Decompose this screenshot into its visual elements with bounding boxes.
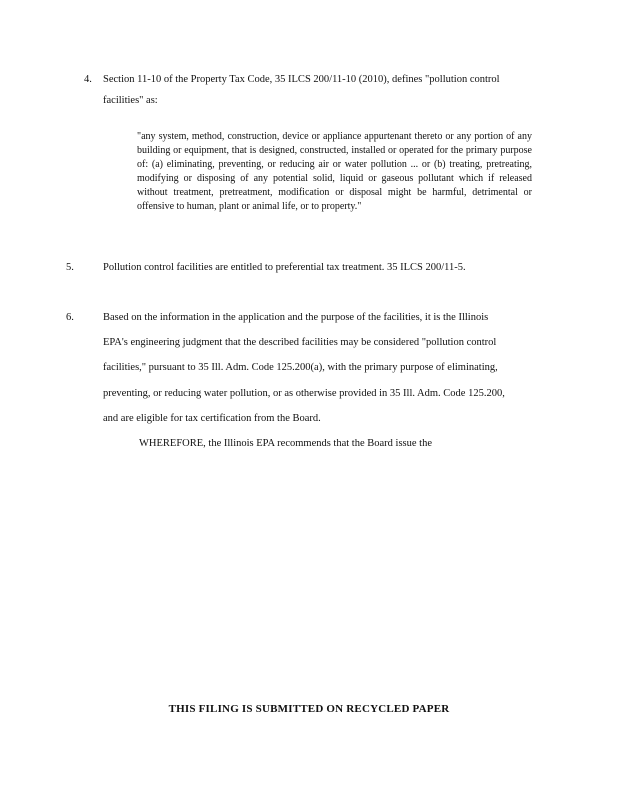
item-6-number: 6. bbox=[66, 312, 74, 323]
item-5-number: 5. bbox=[66, 262, 74, 273]
item-6-line-2: EPA's engineering judgment that the described facilities may be considered "pollution control bbox=[103, 337, 497, 348]
item-4-line-1: Section 11-10 of the Property Tax Code, 35 ILCS 200/11-10 (2010), defines "pollution control bbox=[103, 74, 500, 85]
wherefore-clause: WHEREFORE, the Illinois EPA recommends that the Board issue the bbox=[139, 438, 432, 449]
item-6-line-1: Based on the information in the application and the purpose of the facilities, it is the Illinois bbox=[103, 312, 489, 323]
item-6-line-3: facilities," pursuant to 35 Ill. Adm. Code 125.200(a), with the primary purpose of eliminating, bbox=[103, 362, 498, 373]
item-5-text: Pollution control facilities are entitled to preferential tax treatment. 35 ILCS 200/11-5. bbox=[103, 262, 466, 273]
item-6-line-5: and are eligible for tax certification from the Board. bbox=[103, 413, 321, 424]
item-4-line-2: facilities" as: bbox=[103, 95, 158, 106]
recycled-paper-footer: THIS FILING IS SUBMITTED ON RECYCLED PAPER bbox=[168, 703, 450, 715]
item-4-number: 4. bbox=[84, 74, 92, 85]
item-4-block-quote: "any system, method, construction, device or appliance appurtenant thereto or any portion of any building or equipment, that is designed, constructed, installed or operated for the primary purpose of: (a) eliminating, preventing, or reducing air or water pollution ... or (b) treating, pretreating, modifying or disposing of any potential solid, liquid or gaseous pollutant which if released without treatment, pretreatment, modification or disposal might be harmful, detrimental or offensive to human, plant or animal life, or to property." bbox=[137, 131, 532, 212]
item-6-line-4: preventing, or reducing water pollution, or as otherwise provided in 35 Ill. Adm. Code 125.200, bbox=[103, 388, 505, 399]
